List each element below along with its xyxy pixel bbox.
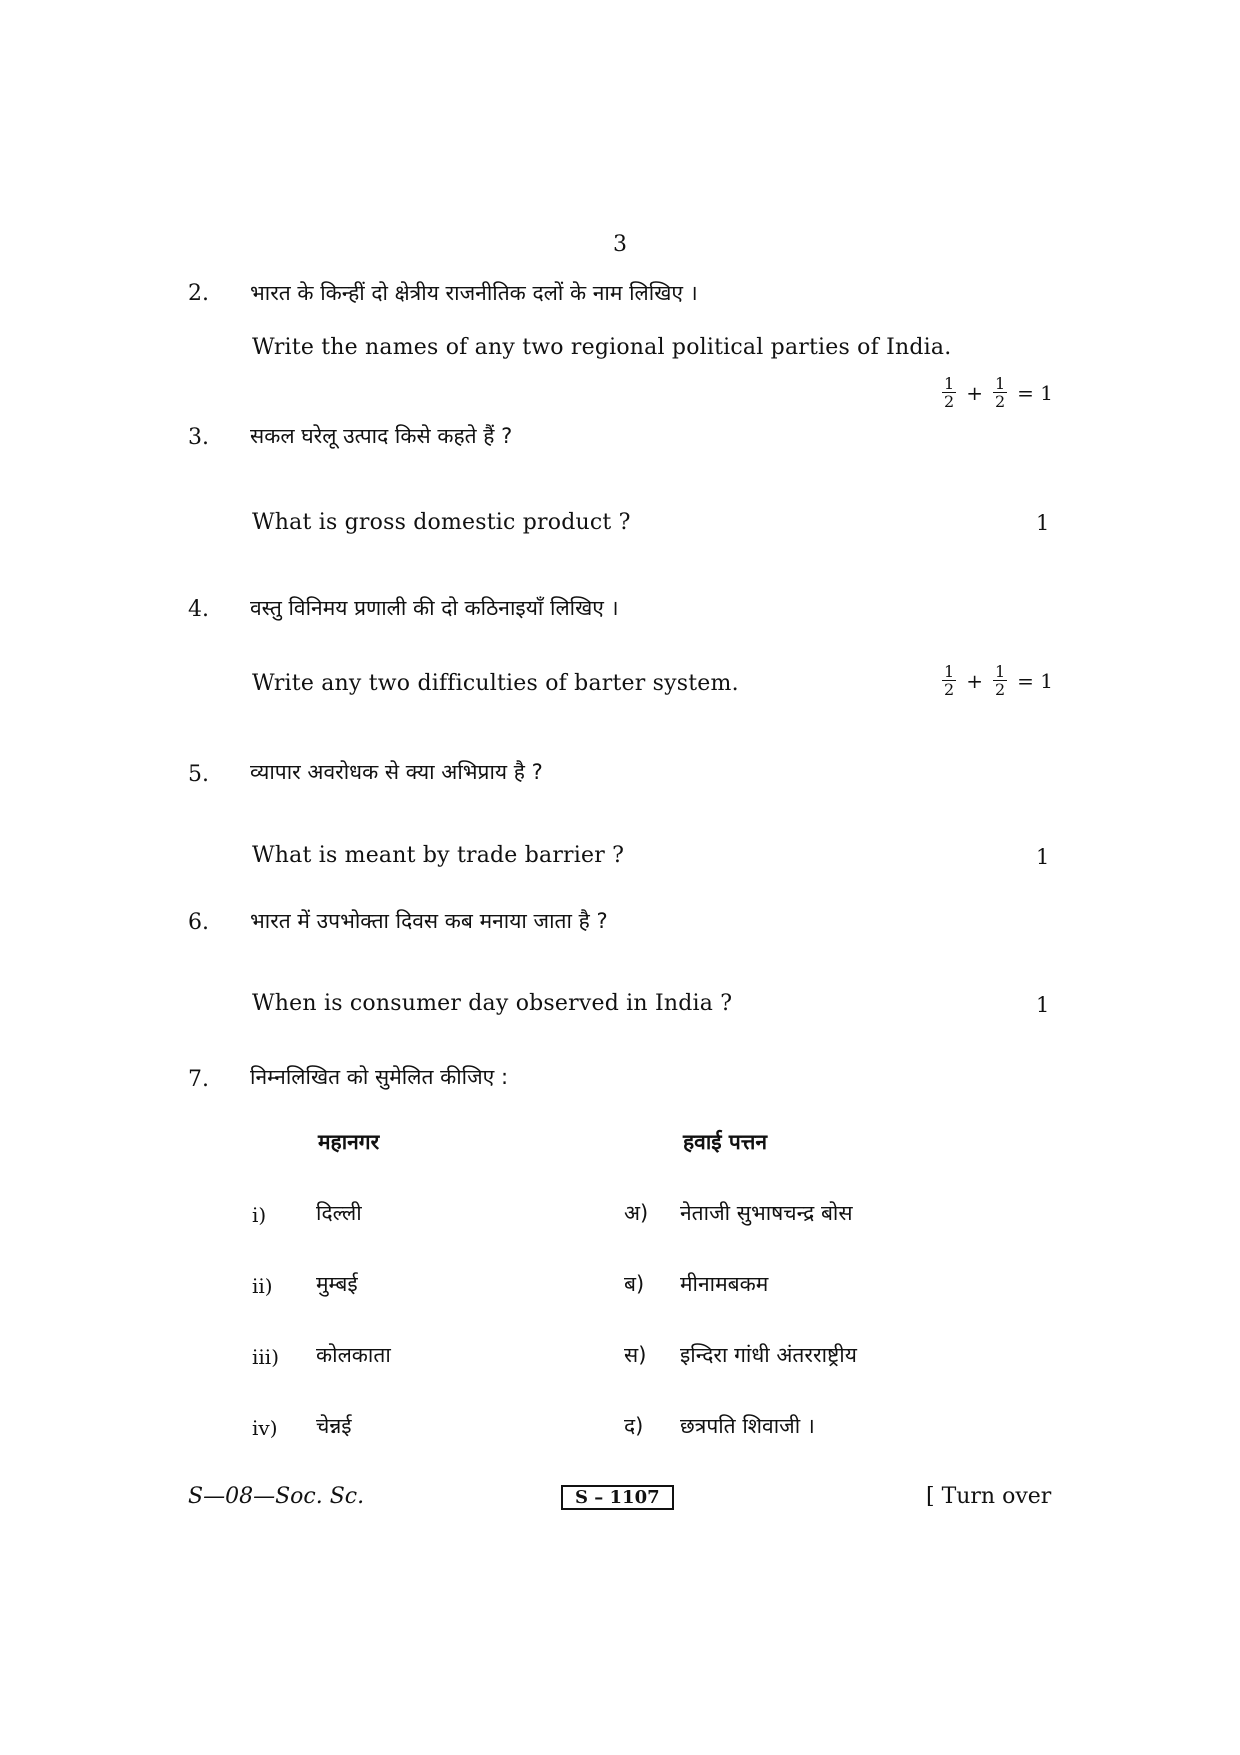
question-5-number: 5. (188, 762, 209, 787)
question-2-hindi: भारत के किन्हीं दो क्षेत्रीय राजनीतिक दलों के नाम लिखिए । (250, 281, 698, 305)
half-fraction: $\frac{1}{2}$ (994, 662, 1006, 699)
match-row-letter: अ) (624, 1201, 649, 1225)
match-row-city: चेन्नई (316, 1414, 352, 1438)
half-fraction: $\frac{1}{2}$ (944, 662, 955, 699)
footer-paper-code: S – 1107 (561, 1485, 674, 1510)
question-4-number: 4. (188, 597, 209, 622)
match-row-letter: द) (624, 1414, 644, 1438)
question-5-english: What is meant by trade barrier ? (252, 843, 625, 868)
question-2-english: Write the names of any two regional political parties of India. (252, 335, 952, 360)
question-2-marks: $\frac{1}{2}$ + $\frac{1}{2}$ = 1 (944, 374, 1053, 411)
footer-turn-over: [ Turn over (926, 1484, 1052, 1509)
half-fraction: $\frac{1}{2}$ (994, 374, 1006, 411)
half-fraction: $\frac{1}{2}$ (944, 374, 955, 411)
match-row-airport: छत्रपति शिवाजी । (680, 1414, 815, 1438)
question-4-hindi: वस्तु विनिमय प्रणाली की दो कठिनाइयाँ लिखिए । (250, 596, 619, 620)
question-7-hindi: निम्नलिखित को सुमेलित कीजिए : (250, 1065, 509, 1089)
match-column-head-metro: महानगर (318, 1130, 380, 1154)
match-row-airport: इन्दिरा गांधी अंतरराष्ट्रीय (680, 1343, 857, 1367)
match-row-city: दिल्ली (316, 1201, 362, 1225)
match-row-roman: ii) (252, 1274, 273, 1298)
page-number: 3 (613, 232, 627, 257)
question-3-marks: 1 (1036, 511, 1050, 535)
footer-subject-code: S—08—Soc. Sc. (188, 1484, 365, 1509)
match-row-roman: i) (252, 1203, 267, 1227)
question-6-number: 6. (188, 910, 209, 935)
question-2-number: 2. (188, 281, 209, 306)
question-4-marks: $\frac{1}{2}$ + $\frac{1}{2}$ = 1 (944, 662, 1053, 699)
question-6-marks: 1 (1036, 993, 1050, 1017)
match-row-roman: iv) (252, 1416, 278, 1440)
question-6-english: When is consumer day observed in India ? (252, 991, 733, 1016)
match-row-airport: मीनामबकम (680, 1272, 769, 1296)
question-5-marks: 1 (1036, 845, 1050, 869)
match-row-letter: ब) (624, 1272, 645, 1296)
question-3-english: What is gross domestic product ? (252, 510, 631, 535)
question-4-english: Write any two difficulties of barter system. (252, 671, 739, 696)
question-7-number: 7. (188, 1067, 209, 1092)
question-3-number: 3. (188, 425, 209, 450)
match-row-airport: नेताजी सुभाषचन्द्र बोस (680, 1201, 853, 1225)
question-3-hindi: सकल घरेलू उत्पाद किसे कहते हैं ? (250, 424, 513, 448)
match-row-city: कोलकाता (316, 1343, 391, 1367)
match-row-letter: स) (624, 1343, 647, 1367)
match-column-head-airport: हवाई पत्तन (683, 1130, 767, 1154)
match-row-roman: iii) (252, 1345, 279, 1369)
question-5-hindi: व्यापार अवरोधक से क्या अभिप्राय है ? (250, 760, 543, 784)
match-row-city: मुम्बई (316, 1272, 358, 1296)
question-6-hindi: भारत में उपभोक्ता दिवस कब मनाया जाता है ? (250, 909, 608, 933)
